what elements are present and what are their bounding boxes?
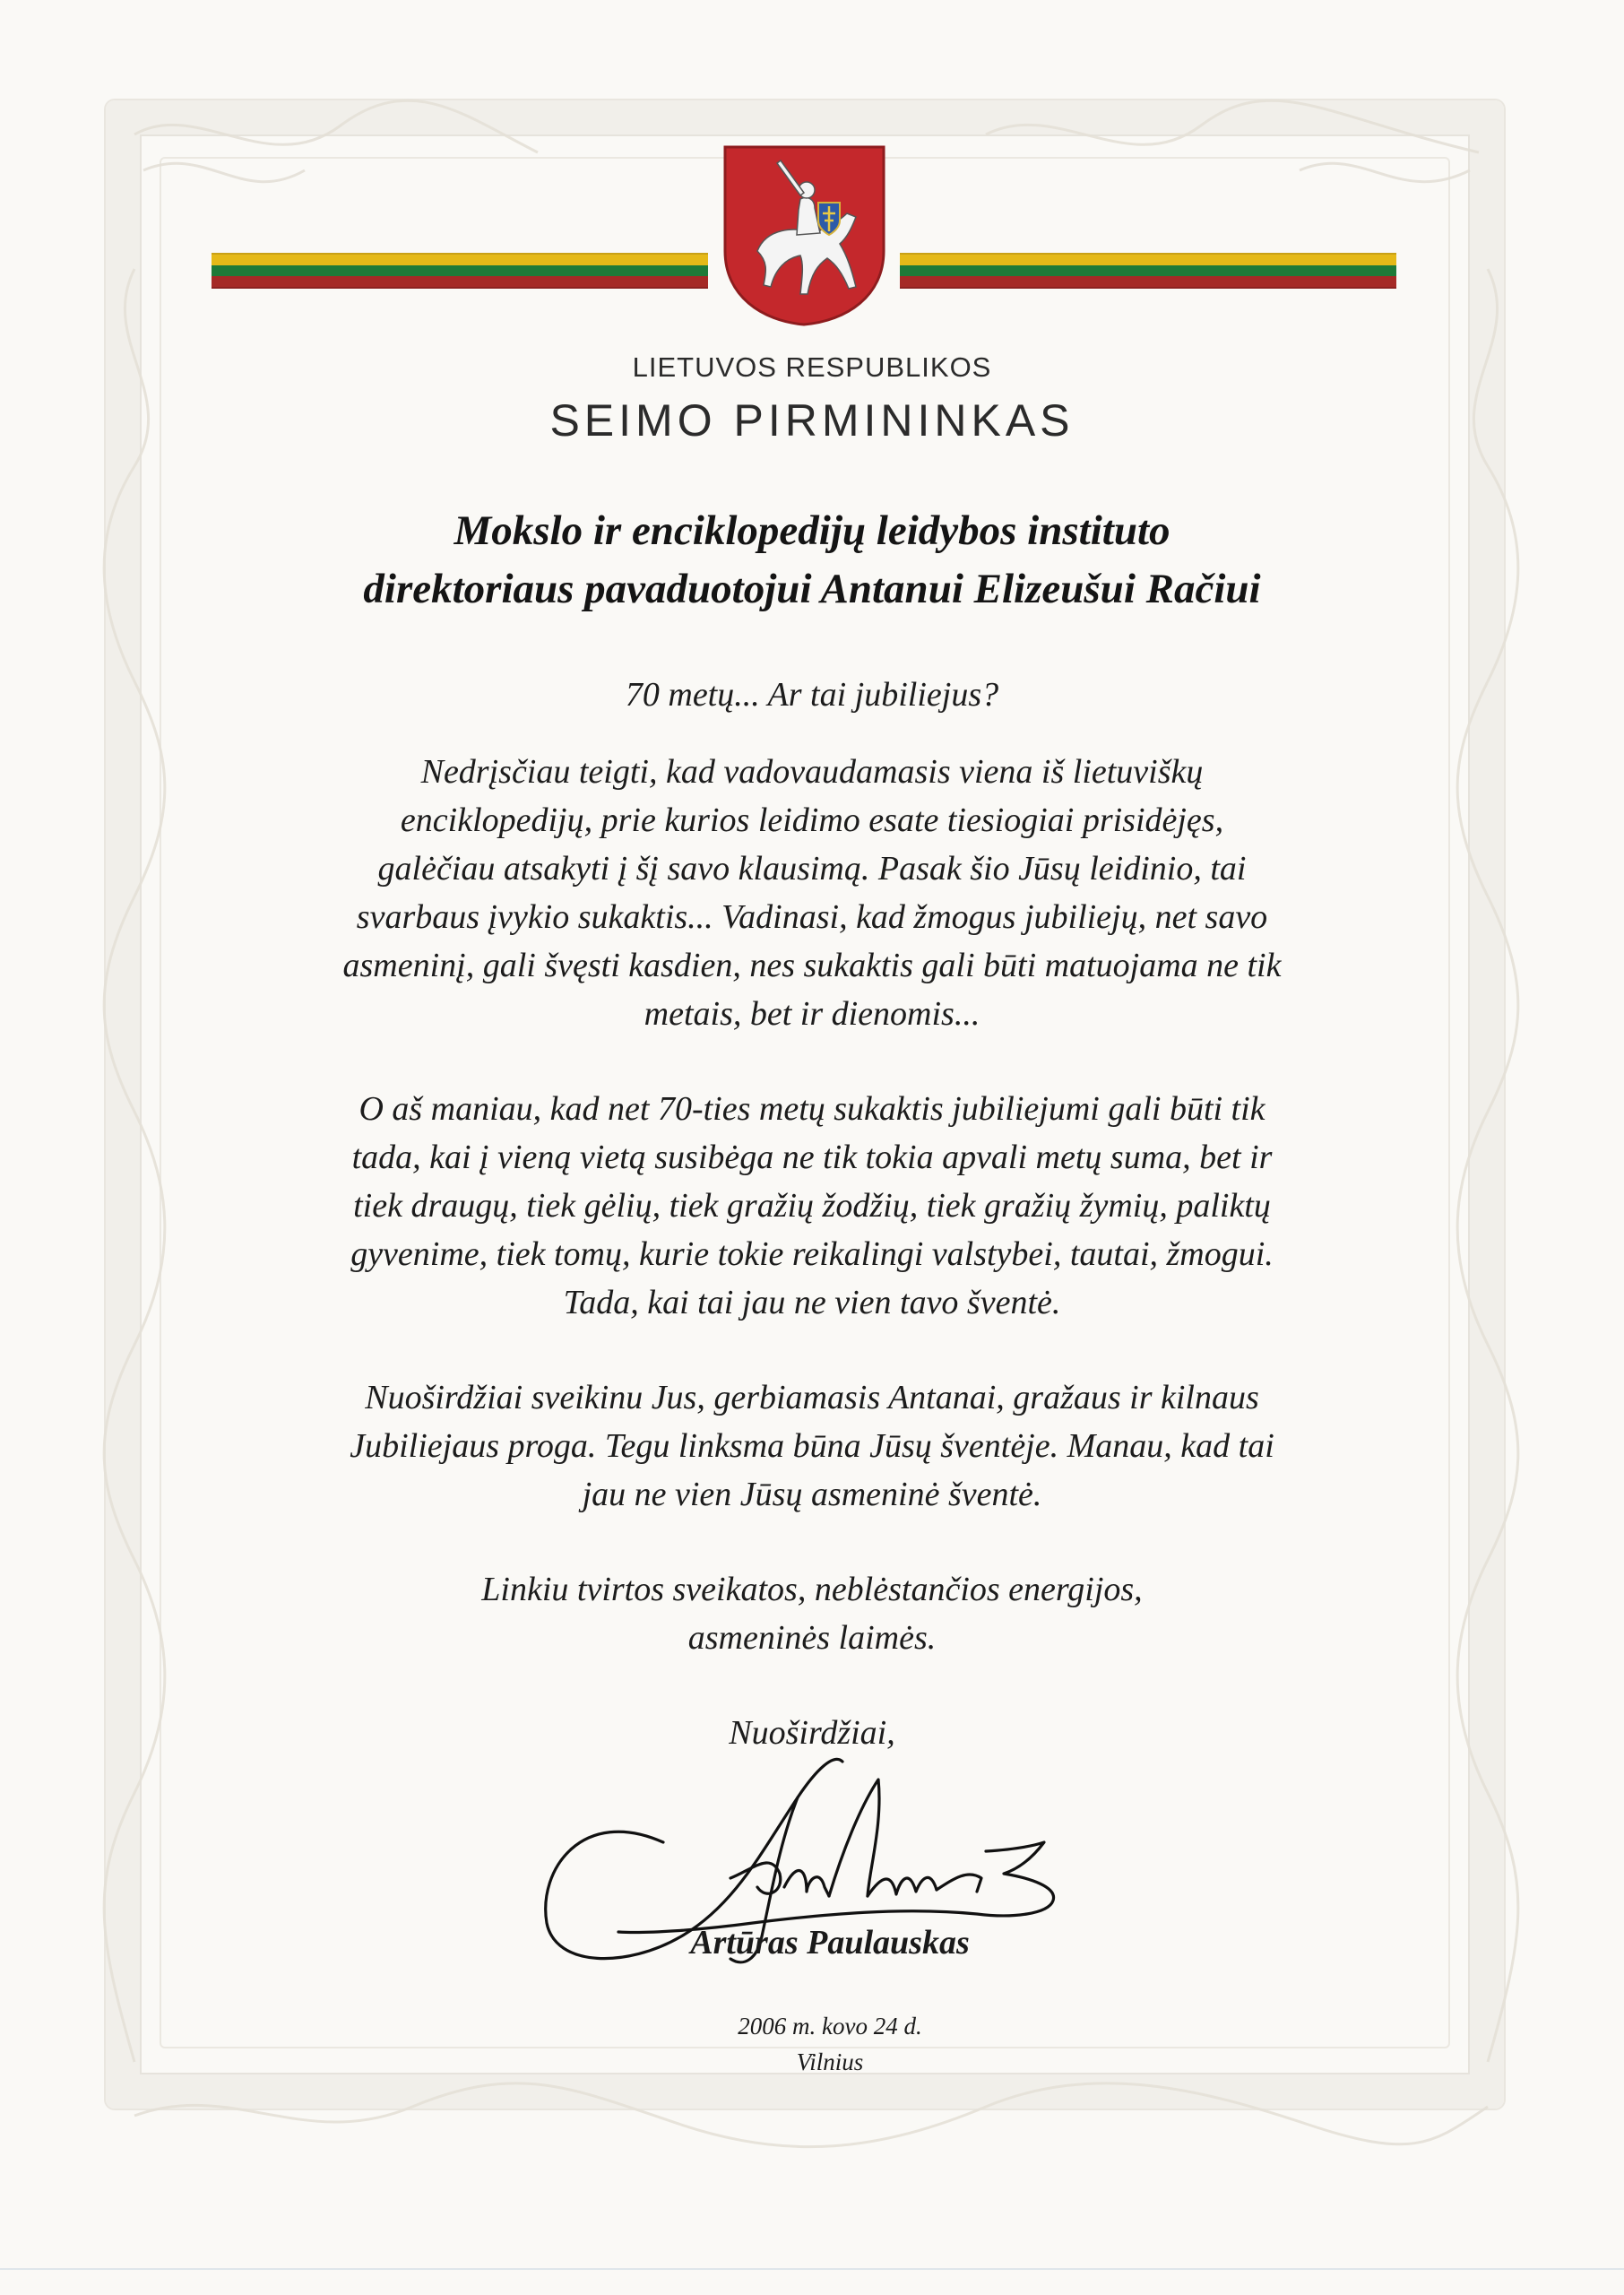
addressee-block <box>179 502 1445 619</box>
paragraph-congratulations <box>179 1373 1445 1519</box>
scan-edge-line <box>0 2268 1624 2270</box>
body-line: 70 metų... Ar tai jubiliejus? <box>625 676 999 714</box>
paragraph-jubilee <box>179 1085 1445 1327</box>
letter-place: Vilnius <box>796 2048 864 2075</box>
letter-body <box>179 671 1445 1757</box>
body-line: Linkiu tvirtos sveikatos, neblėstančios energijos, <box>481 1571 1143 1608</box>
body-line: Nuoširdžiai sveikinu Jus, gerbiamasis Antanai, gražaus ir kilnaus <box>365 1379 1259 1416</box>
paragraph-opening <box>179 671 1445 719</box>
body-line: Nedrįsčiau teigti, kad vadovaudamasis viena iš lietuviškų <box>420 753 1204 791</box>
flag-band-right <box>900 253 1396 289</box>
body-line: galėčiau atsakyti į šį savo klausimą. Pasak šio Jūsų leidinio, tai <box>377 850 1247 888</box>
addressee-line: Mokslo ir enciklopedijų leidybos instituto <box>454 507 1170 554</box>
org-title-line2: SEIMO PIRMININKAS <box>549 395 1075 446</box>
body-line: Jubiliejaus proga. Tegu linksma būna Jūsų šventėje. Manau, kad tai <box>350 1427 1274 1465</box>
paragraph-encyclopedia <box>179 748 1445 1038</box>
org-title-line1: LIETUVOS RESPUBLIKOS <box>632 351 992 383</box>
body-line: tiek draugų, tiek gėlių, tiek gražių žodžių, tiek gražių žymių, paliktų <box>353 1187 1271 1225</box>
flag-band-left <box>212 253 708 289</box>
body-line: O aš maniau, kad net 70-ties metų sukaktis jubiliejumi gali būti tik <box>358 1090 1266 1128</box>
body-line: Tada, kai tai jau ne vien tavo šventė. <box>563 1284 1061 1321</box>
body-line: gyvenime, tiek tomų, kurie tokie reikalingi valstybei, tautai, žmogui. <box>350 1235 1274 1273</box>
signer-name: Artūras Paulauskas <box>690 1924 970 1962</box>
letter-date: 2006 m. kovo 24 d. <box>738 2013 922 2040</box>
body-line: metais, bet ir dienomis... <box>644 995 980 1033</box>
body-line: tada, kai į vieną vietą susibėga ne tik tokia apvali metų suma, bet ir <box>351 1139 1273 1176</box>
body-line: asmeninį, gali švęsti kasdien, nes sukaktis gali būti matuojama ne tik <box>342 947 1282 984</box>
body-line: asmeninės laimės. <box>687 1619 937 1657</box>
addressee-line: direktoriaus pavaduotojui Antanui Elizeušui Račiui <box>363 566 1261 612</box>
body-line: jau ne vien Jūsų asmeninė šventė. <box>582 1476 1042 1513</box>
body-line: Nuoširdžiai, <box>729 1714 895 1752</box>
paragraph-wishes <box>179 1565 1445 1662</box>
coat-of-arms-icon <box>721 143 887 327</box>
body-line: svarbaus įvykio sukaktis... Vadinasi, kad žmogus jubiliejų, net savo <box>356 898 1268 936</box>
body-line: enciklopedijų, prie kurios leidimo esate tiesiogiai prisidėjęs, <box>400 801 1224 839</box>
